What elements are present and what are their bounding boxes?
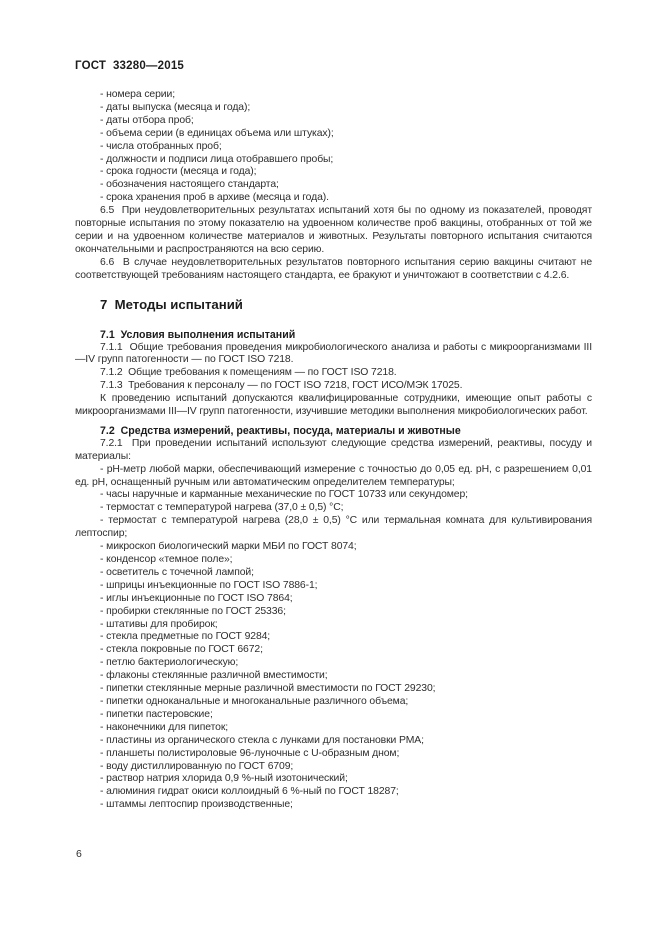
list-item: - даты выпуска (месяца и года); [100,101,251,113]
section-7-heading: 7 Методы испытаний [100,296,243,312]
equipment-list-item: - шприцы инъекционные по ГОСТ ISO 7886-1; [100,579,318,591]
equipment-list-item: - конденсор «темное поле»; [100,554,233,565]
running-header-standard-number: ГОСТ 33280—2015 [75,60,185,72]
clause-7-1-2: 7.1.2 Общие требования к помещениям — по ГОСТ ISO 7218. [100,367,397,379]
list-item: - объема серии (в единицах объема или штуках); [100,127,334,139]
equipment-list-item: - термостат с температурой нагрева (28,0 ± 0,5) °С или термальная комната для культивирования лептоспир; [75,515,592,540]
list-item: - даты отбора проб; [100,114,194,126]
page-number: 6 [76,848,82,860]
sample-requirements-list [75,89,592,205]
list-item: - числа отобранных проб; [100,140,222,152]
equipment-list-item: - микроскоп биологический марки МБИ по ГОСТ 8074; [100,541,357,553]
equipment-list-item: - пипетки одноканальные и многоканальные различного объема; [100,695,409,707]
list-item: - должности и подписи лица отобравшего пробы; [100,153,334,165]
equipment-list-item: - пипетки пастеровские; [100,708,213,720]
list-item: - срока годности (месяца и года); [100,166,257,178]
equipment-list-item: - pH-метр любой марки, обеспечивающий измерение с точностью до 0,05 ед. pH, с разрешением 0,01 ед. pH, оснащенный ручным или автоматическим определителем температуры; [75,463,592,488]
equipment-list-item: - пипетки стеклянные мерные различной вместимости по ГОСТ 29230; [100,683,436,695]
clause-6-6: 6.6 В случае неудовлетворительных результатов повторного испытания серию вакцины считают не соответствующей требованиям настоящего стандарта, ее бракуют и уничтожают в соответствии с 4.2.6. [75,256,592,281]
equipment-list-item: - штаммы лептоспир производственные; [100,799,293,811]
clause-6-5: 6.5 При неудовлетворительных результатах испытаний хотя бы по одному из показателей, проводят повторные испытания по этому показателю на удвоенном количестве проб вакцины, отобранных от той же серии и на удвоенном количестве материалов и животных. Результаты повторного испытания считаются окончательными и распространяются на всю серию. [75,205,592,255]
equipment-list-item: - алюминия гидрат окиси коллоидный 6 %-ный по ГОСТ 18287; [100,786,399,798]
equipment-list-item: - стекла покровные по ГОСТ 6672; [100,644,263,656]
equipment-list-item: - наконечники для пипеток; [100,721,229,733]
equipment-list-item: - стекла предметные по ГОСТ 9284; [100,631,271,643]
equipment-list-item: - осветитель с точечной лампой; [100,566,254,578]
clause-7-2-1: 7.2.1 При проведении испытаний используют следующие средства измерений, реактивы, посуду и материалы: [75,437,592,462]
page-body [75,89,592,812]
equipment-list-item: - часы наручные и карманные механические по ГОСТ 10733 или секундомер; [100,489,468,501]
clause-7-1-1: 7.1.1 Общие требования проведения микробиологического анализа и работы с микроорганизмами III—IV групп патогенности — по ГОСТ ISO 7218. [75,341,592,366]
equipment-list-item: - иглы инъекционные по ГОСТ ISO 7864; [100,592,293,604]
equipment-list-item: - раствор натрия хлорида 0,9 %-ный изотонический; [100,773,348,785]
equipment-list-item: - пластины из органического стекла с лунками для постановки РМА; [100,734,424,746]
list-item: - срока хранения проб в архиве (месяца и года). [100,192,329,204]
equipment-list-item: - пробирки стеклянные по ГОСТ 25336; [100,605,286,617]
equipment-list-item: - термостат с температурой нагрева (37,0 ± 0,5) °С; [100,502,344,514]
personnel-note: К проведению испытаний допускаются квалифицированные сотрудники, имеющие опыт работы с микроорганизмами III—IV групп патогенности, изучившие методики выполнения микробиологических работ. [75,393,592,418]
section-7-1-heading: 7.1 Условия выполнения испытаний [100,328,296,341]
equipment-list [75,464,592,812]
list-item: - номера серии; [100,89,175,100]
equipment-list-item: - штативы для пробирок; [100,618,218,630]
equipment-list-item: - флаконы стеклянные различной вместимости; [100,670,328,682]
equipment-list-item: - петлю бактериологическую; [100,657,239,669]
equipment-list-item: - воду дистиллированную по ГОСТ 6709; [100,760,294,772]
equipment-list-item: - планшеты полистироловые 96-луночные с U-образным дном; [100,747,400,759]
clause-7-1-3: 7.1.3 Требования к персоналу — по ГОСТ ISO 7218, ГОСТ ИСО/МЭК 17025. [100,380,463,392]
section-7-2-heading: 7.2 Средства измерений, реактивы, посуда, материалы и животные [100,424,461,437]
list-item: - обозначения настоящего стандарта; [100,179,279,191]
